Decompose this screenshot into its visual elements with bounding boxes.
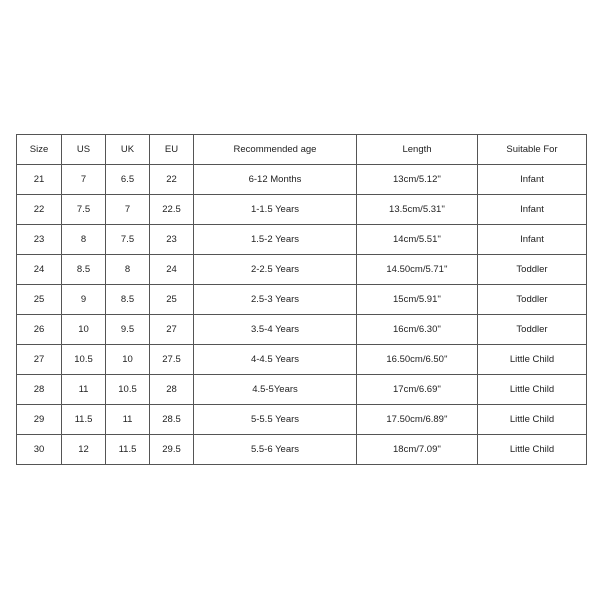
cell-length: 16.50cm/6.50'' [357, 345, 478, 375]
cell-size: 22 [17, 195, 62, 225]
cell-uk: 11 [106, 405, 150, 435]
cell-suitable-for: Toddler [478, 255, 587, 285]
cell-size: 24 [17, 255, 62, 285]
cell-uk: 11.5 [106, 435, 150, 465]
cell-us: 8.5 [62, 255, 106, 285]
cell-uk: 10.5 [106, 375, 150, 405]
column-header-uk: UK [106, 135, 150, 165]
cell-suitable-for: Toddler [478, 285, 587, 315]
cell-length: 18cm/7.09'' [357, 435, 478, 465]
cell-eu: 22 [150, 165, 194, 195]
cell-length: 14cm/5.51'' [357, 225, 478, 255]
cell-suitable-for: Little Child [478, 375, 587, 405]
table-row [17, 165, 587, 195]
cell-uk: 8 [106, 255, 150, 285]
cell-size: 30 [17, 435, 62, 465]
cell-suitable-for: Little Child [478, 405, 587, 435]
cell-us: 10 [62, 315, 106, 345]
cell-uk: 10 [106, 345, 150, 375]
cell-recommended-age: 5.5-6 Years [194, 435, 357, 465]
cell-recommended-age: 1.5-2 Years [194, 225, 357, 255]
table-row [17, 315, 587, 345]
cell-us: 7.5 [62, 195, 106, 225]
table-row [17, 285, 587, 315]
cell-eu: 27 [150, 315, 194, 345]
cell-recommended-age: 6-12 Months [194, 165, 357, 195]
column-header-us: US [62, 135, 106, 165]
table-row [17, 435, 587, 465]
cell-us: 11.5 [62, 405, 106, 435]
cell-eu: 25 [150, 285, 194, 315]
column-header-suitable-for: Suitable For [478, 135, 587, 165]
cell-eu: 28 [150, 375, 194, 405]
cell-length: 17cm/6.69'' [357, 375, 478, 405]
cell-size: 28 [17, 375, 62, 405]
cell-us: 9 [62, 285, 106, 315]
cell-uk: 9.5 [106, 315, 150, 345]
cell-recommended-age: 2-2.5 Years [194, 255, 357, 285]
cell-size: 23 [17, 225, 62, 255]
cell-suitable-for: Infant [478, 225, 587, 255]
cell-suitable-for: Little Child [478, 345, 587, 375]
cell-recommended-age: 4.5-5Years [194, 375, 357, 405]
cell-size: 29 [17, 405, 62, 435]
cell-us: 10.5 [62, 345, 106, 375]
cell-recommended-age: 1-1.5 Years [194, 195, 357, 225]
cell-us: 11 [62, 375, 106, 405]
cell-length: 15cm/5.91'' [357, 285, 478, 315]
cell-uk: 8.5 [106, 285, 150, 315]
cell-suitable-for: Infant [478, 165, 587, 195]
cell-length: 13cm/5.12'' [357, 165, 478, 195]
cell-length: 13.5cm/5.31'' [357, 195, 478, 225]
cell-length: 17.50cm/6.89'' [357, 405, 478, 435]
size-chart-table [16, 134, 587, 465]
table-row [17, 405, 587, 435]
cell-size: 26 [17, 315, 62, 345]
cell-us: 8 [62, 225, 106, 255]
cell-eu: 27.5 [150, 345, 194, 375]
cell-eu: 23 [150, 225, 194, 255]
column-header-size: Size [17, 135, 62, 165]
size-chart-body [17, 165, 587, 465]
cell-uk: 6.5 [106, 165, 150, 195]
table-row [17, 375, 587, 405]
cell-eu: 28.5 [150, 405, 194, 435]
table-row [17, 225, 587, 255]
column-header-recommended-age: Recommended age [194, 135, 357, 165]
cell-us: 7 [62, 165, 106, 195]
cell-eu: 29.5 [150, 435, 194, 465]
cell-recommended-age: 2.5-3 Years [194, 285, 357, 315]
column-header-length: Length [357, 135, 478, 165]
cell-suitable-for: Toddler [478, 315, 587, 345]
cell-size: 21 [17, 165, 62, 195]
cell-recommended-age: 3.5-4 Years [194, 315, 357, 345]
table-row [17, 255, 587, 285]
column-header-eu: EU [150, 135, 194, 165]
cell-recommended-age: 5-5.5 Years [194, 405, 357, 435]
cell-uk: 7 [106, 195, 150, 225]
table-header-row [17, 135, 587, 165]
table-row [17, 345, 587, 375]
cell-suitable-for: Infant [478, 195, 587, 225]
cell-eu: 22.5 [150, 195, 194, 225]
cell-size: 27 [17, 345, 62, 375]
cell-recommended-age: 4-4.5 Years [194, 345, 357, 375]
cell-length: 14.50cm/5.71'' [357, 255, 478, 285]
table-row [17, 195, 587, 225]
cell-length: 16cm/6.30'' [357, 315, 478, 345]
cell-size: 25 [17, 285, 62, 315]
cell-eu: 24 [150, 255, 194, 285]
cell-suitable-for: Little Child [478, 435, 587, 465]
cell-uk: 7.5 [106, 225, 150, 255]
cell-us: 12 [62, 435, 106, 465]
